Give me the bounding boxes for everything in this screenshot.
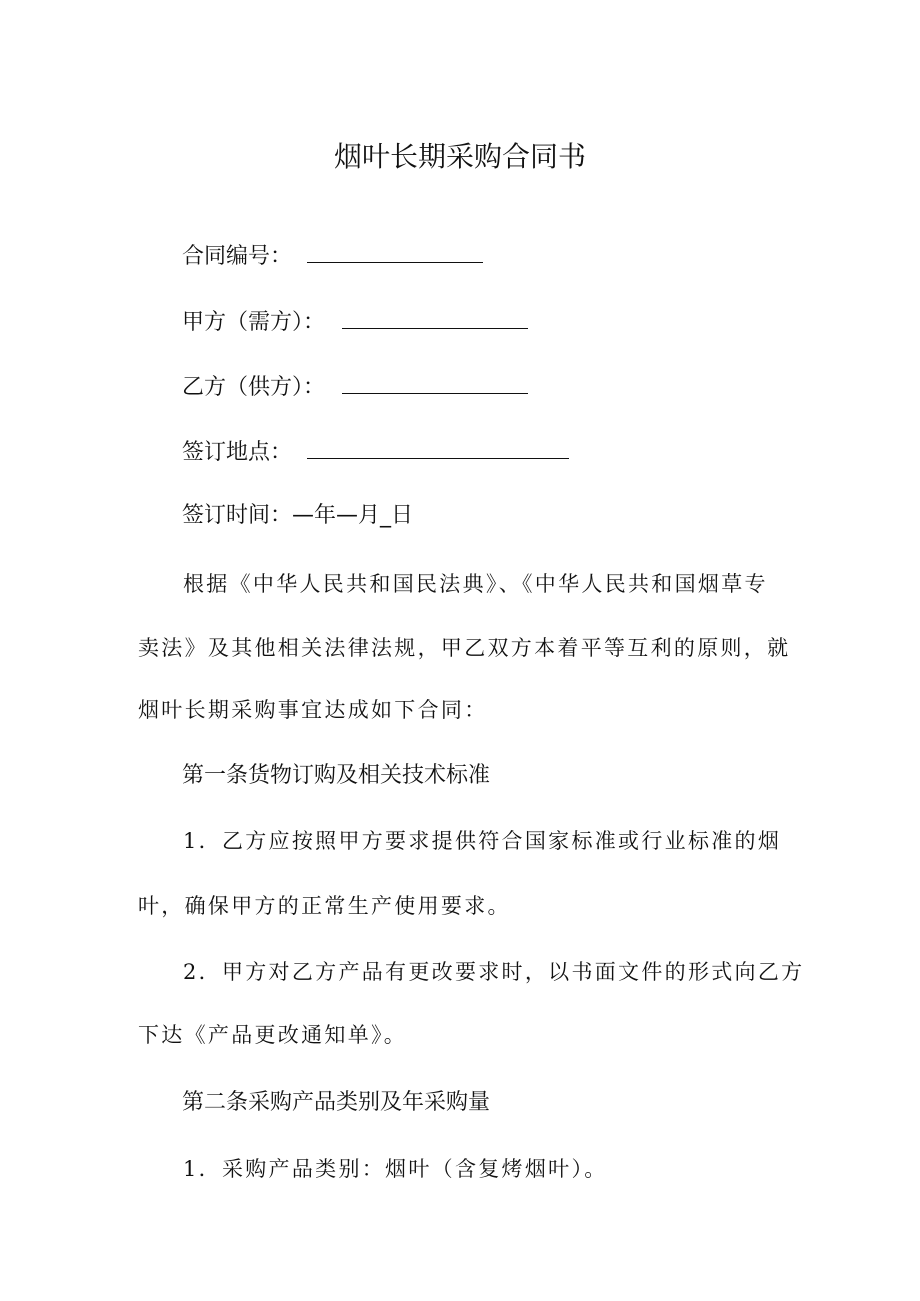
signing-time-field	[182, 501, 413, 531]
preamble-line-1: 根据《中华人民共和国民法典》、《中华人民共和国烟草专	[183, 572, 768, 596]
article-2-heading: 第二条采购产品类别及年采购量	[182, 1090, 491, 1115]
article-2-item-1: 1．采购产品类别：烟叶（含复烤烟叶）。	[183, 1157, 608, 1181]
party-b-blank	[342, 371, 528, 394]
article-1-item-1-line-2: 叶，确保甲方的正常生产使用要求。	[138, 894, 511, 918]
signing-place-label: 签订地点：	[182, 440, 293, 465]
party-a-label: 甲方（需方）：	[182, 310, 326, 335]
article-1-item-1-line-1: 1．乙方应按照甲方要求提供符合国家标准或行业标准的烟	[183, 829, 782, 853]
signing-time-label: 签订时间：—年—月_日	[182, 503, 414, 528]
party-b-label: 乙方（供方）：	[182, 375, 326, 400]
signing-place-field	[182, 436, 569, 468]
article-1-item-2-line-1: 2．甲方对乙方产品有更改要求时，以书面文件的形式向乙方	[183, 960, 805, 984]
article-1-heading: 第一条货物订购及相关技术标准	[182, 763, 491, 788]
party-a-field	[182, 306, 528, 338]
contract-number-field	[182, 240, 483, 272]
party-b-field	[182, 371, 528, 403]
signing-place-blank	[307, 436, 569, 459]
document-title: 烟叶长期采购合同书	[333, 140, 586, 173]
article-1-item-2-line-2: 下达《产品更改通知单》。	[138, 1023, 408, 1047]
preamble-line-2: 卖法》及其他相关法律法规，甲乙双方本着平等互利的原则，就	[138, 636, 791, 660]
preamble-line-3: 烟叶长期采购事宜达成如下合同：	[138, 698, 488, 722]
contract-number-label: 合同编号：	[182, 244, 293, 269]
party-a-blank	[342, 306, 528, 329]
contract-number-blank	[307, 240, 483, 263]
